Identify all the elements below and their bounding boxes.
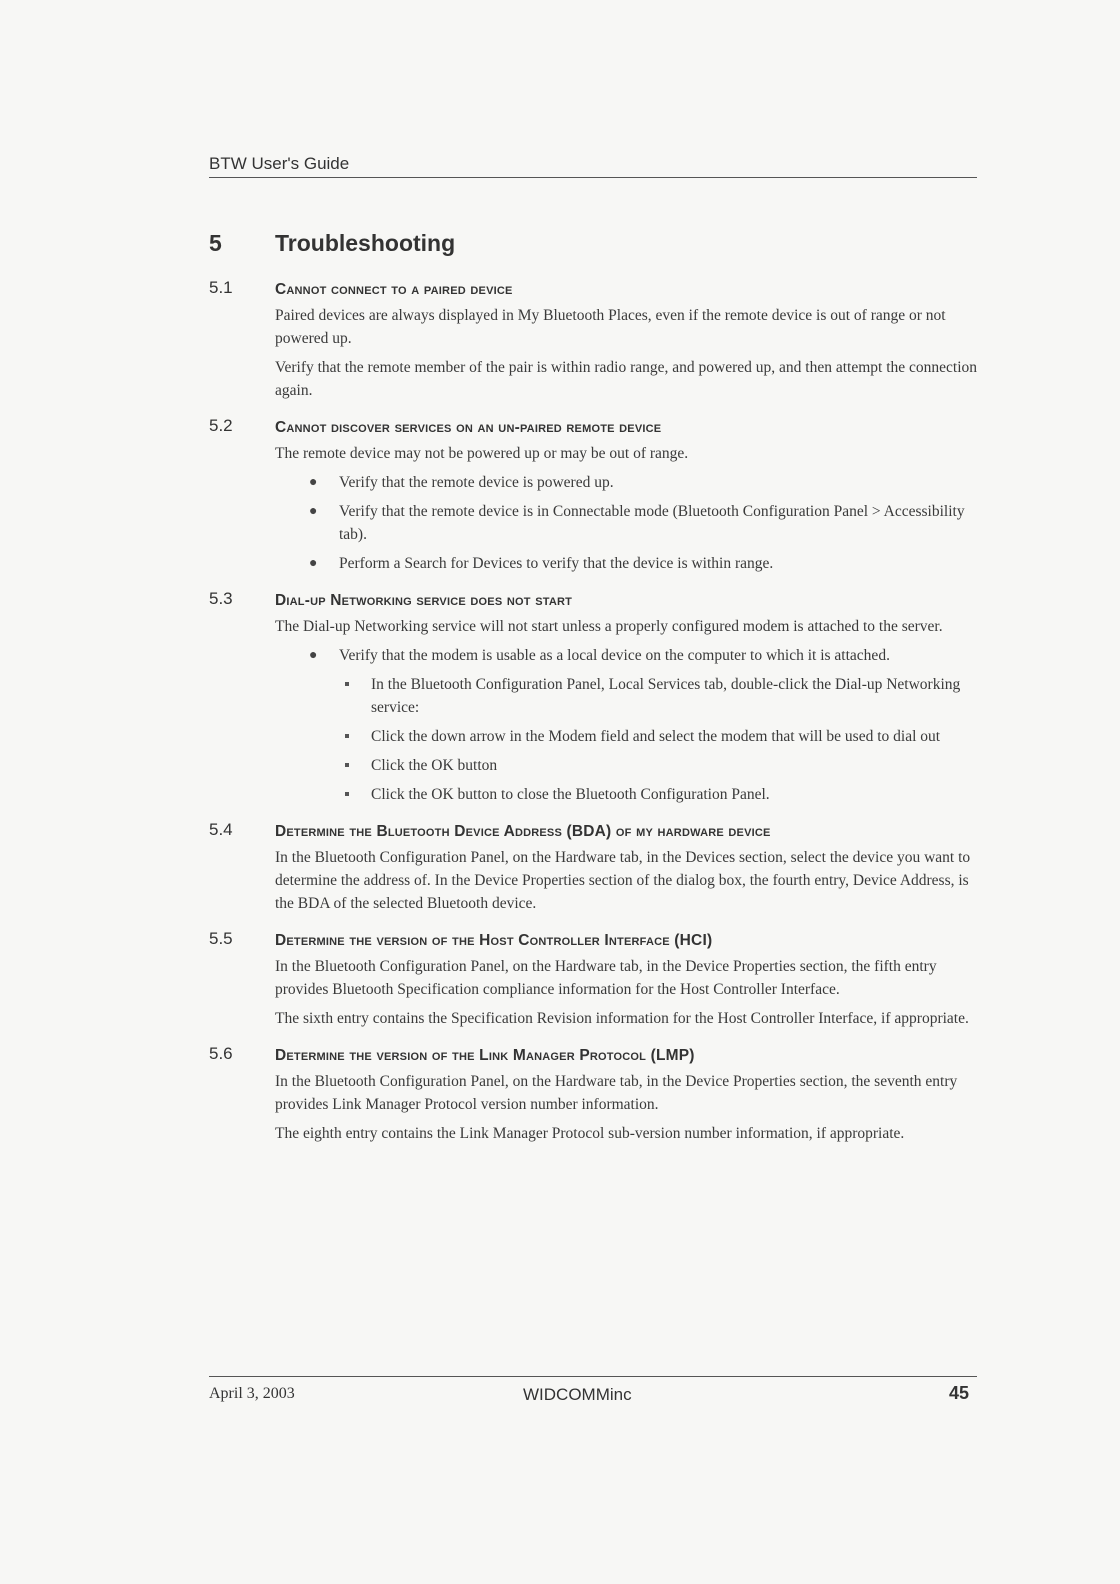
section-5-3 — [209, 589, 977, 806]
header-title: BTW User's Guide — [209, 154, 350, 173]
section-number: 5.6 — [209, 1044, 233, 1063]
section-heading — [209, 929, 977, 953]
paragraph: Verify that the remote member of the pair is within radio range, and powered up, and then attempt the connection again. — [275, 359, 978, 399]
section-title: Cannot discover services on an un-paired remote device — [275, 419, 662, 436]
page-header — [209, 154, 977, 178]
section-5-1 — [209, 278, 977, 402]
section-number: 5.5 — [209, 929, 233, 948]
page-footer — [209, 1376, 977, 1413]
list-item — [309, 644, 977, 806]
list-item-text: Verify that the remote device is powered up. — [339, 474, 614, 491]
section-title: Dial-up Networking service does not start — [275, 592, 573, 609]
paragraph: The sixth entry contains the Specification Revision information for the Host Controller Interface, if appropriate. — [275, 1010, 969, 1027]
sub-bullet-list — [339, 673, 977, 806]
chapter-title: Troubleshooting — [275, 230, 456, 256]
paragraph: In the Bluetooth Configuration Panel, on the Hardware tab, in the Devices section, select the device you want to determine the address of. In the Device Properties section of the dialog box, the fourth entry, Device Address, is the BDA of the selected Bluetooth device. — [275, 849, 971, 912]
bullet-icon: ● — [309, 504, 318, 519]
paragraph: Paired devices are always displayed in My Bluetooth Places, even if the remote device is out of range or not powered up. — [275, 307, 946, 347]
footer-date: April 3, 2003 — [209, 1385, 295, 1402]
section-number: 5.3 — [209, 589, 233, 608]
section-title: Cannot connect to a paired device — [275, 281, 513, 298]
section-number: 5.2 — [209, 416, 233, 435]
section-heading — [209, 1044, 977, 1068]
paragraph: The Dial-up Networking service will not start unless a properly configured modem is attached to the server. — [275, 618, 943, 635]
paragraph: In the Bluetooth Configuration Panel, on the Hardware tab, in the Device Properties section, the seventh entry provides Link Manager Protocol version number information. — [275, 1073, 958, 1113]
section-number: 5.4 — [209, 820, 233, 839]
section-heading — [209, 278, 977, 302]
list-item-text: Click the OK button to close the Bluetooth Configuration Panel. — [371, 786, 770, 803]
bullet-icon: ● — [309, 648, 318, 663]
section-title: Determine the Bluetooth Device Address (BDA) of my hardware device — [275, 823, 771, 840]
section-5-6 — [209, 1044, 977, 1145]
sub-list-item — [371, 754, 977, 777]
chapter-number: 5 — [209, 230, 222, 256]
list-item-text: Click the down arrow in the Modem field and select the modem that will be used to dial out — [371, 728, 941, 745]
section-5-5 — [209, 929, 977, 1030]
main-content — [209, 278, 977, 1159]
section-title: Determine the version of the Link Manager Protocol (LMP) — [275, 1047, 695, 1064]
section-5-2 — [209, 416, 977, 575]
section-heading — [209, 589, 977, 613]
list-item-text: Verify that the modem is usable as a local device on the computer to which it is attached. — [339, 647, 890, 664]
section-number: 5.1 — [209, 278, 233, 297]
paragraph: The eighth entry contains the Link Manager Protocol sub-version number information, if appropriate. — [275, 1125, 905, 1142]
footer-company: WIDCOMMinc — [523, 1385, 632, 1404]
sub-list-item — [371, 783, 977, 806]
list-item-text: Click the OK button — [371, 757, 498, 774]
section-title: Determine the version of the Host Controller Interface (HCI) — [275, 932, 713, 949]
section-heading — [209, 820, 977, 844]
bullet-icon: ● — [309, 475, 318, 490]
bullet-list — [275, 471, 977, 575]
square-bullet-icon — [345, 792, 349, 796]
paragraph: In the Bluetooth Configuration Panel, on the Hardware tab, in the Device Properties section, the fifth entry provides Bluetooth Specification compliance information for the Host Controller Interface. — [275, 958, 937, 998]
sub-list-item — [371, 673, 977, 719]
square-bullet-icon — [345, 682, 349, 686]
list-item-text: In the Bluetooth Configuration Panel, Local Services tab, double-click the Dial-up Networking service: — [371, 676, 961, 716]
list-item — [309, 500, 977, 546]
list-item-text: Verify that the remote device is in Connectable mode (Bluetooth Configuration Panel > Accessibility tab). — [339, 503, 965, 543]
list-item-text: Perform a Search for Devices to verify that the device is within range. — [339, 555, 774, 572]
square-bullet-icon — [345, 763, 349, 767]
section-5-4 — [209, 820, 977, 915]
bullet-list — [275, 644, 977, 806]
bullet-icon: ● — [309, 556, 318, 571]
square-bullet-icon — [345, 734, 349, 738]
list-item — [309, 471, 977, 494]
page-number: 45 — [948, 1383, 969, 1403]
section-heading — [209, 416, 977, 440]
paragraph: The remote device may not be powered up or may be out of range. — [275, 445, 689, 462]
sub-list-item — [371, 725, 977, 748]
list-item — [309, 552, 977, 575]
